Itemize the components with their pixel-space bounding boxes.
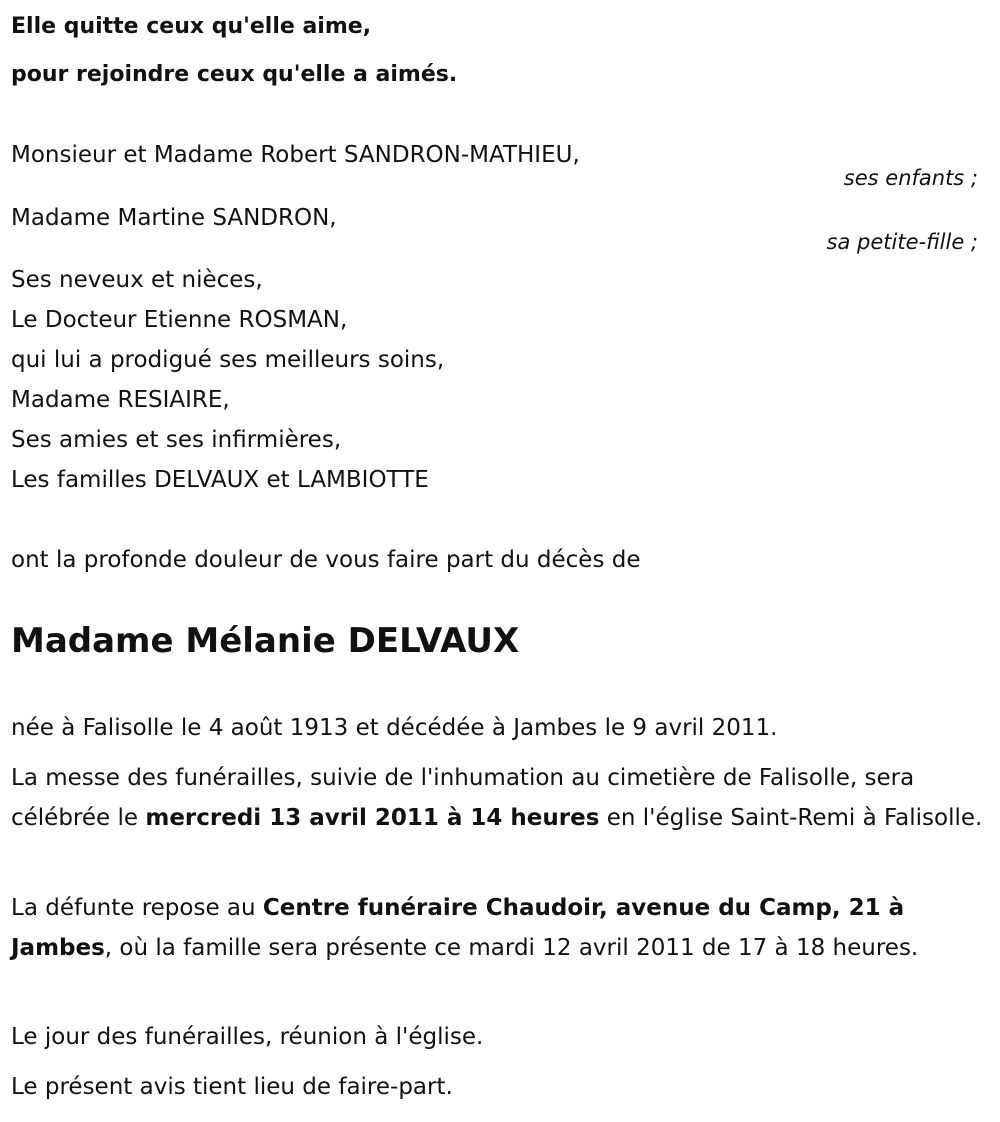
children-relation: ses enfants ; [843,166,978,190]
family-line-doctor-care: qui lui a prodigué ses meilleurs soins, [11,347,445,373]
birth-death-dates: née à Falisolle le 4 août 1913 et décédée à Jambes le 9 avril 2011. [11,715,778,741]
repose-text-before: La défunte repose au [11,895,263,921]
funeral-text-before: La messe des funérailles, suivie de l'inhumation au cimetière de Falisolle, sera célébrée le [11,765,915,831]
granddaughter-relation: sa petite-fille ; [826,230,978,254]
funeral-date: mercredi 13 avril 2011 à 14 heures [145,805,600,831]
funeral-paragraph [11,758,996,838]
family-line-families: Les familles DELVAUX et LAMBIOTTE [11,467,429,493]
epigraph-line-2: pour rejoindre ceux qu'elle a aimés. [11,62,458,87]
family-line-doctor: Le Docteur Etienne ROSMAN, [11,307,348,333]
granddaughter-name: Madame Martine SANDRON, [11,205,337,231]
repose-paragraph [11,888,996,968]
notice-note: Le présent avis tient lieu de faire-part. [11,1074,453,1100]
children-name: Monsieur et Madame Robert SANDRON-MATHIEU, [11,142,580,168]
family-line-friends: Ses amies et ses infirmières, [11,427,342,453]
repose-place: Centre funéraire Chaudoir, avenue du Camp, 21 à Jambes [11,895,905,961]
gathering-note: Le jour des funérailles, réunion à l'église. [11,1024,484,1050]
announcement: ont la profonde douleur de vous faire part du décès de [11,547,641,573]
deceased-name: Madame Mélanie DELVAUX [11,621,520,661]
repose-text-after: , où la famille sera présente ce mardi 12 avril 2011 de 17 à 18 heures. [104,935,919,961]
funeral-text-after: en l'église Saint-Remi à Falisolle. [599,805,983,831]
epigraph-line-1: Elle quitte ceux qu'elle aime, [11,14,372,39]
family-line-resiaire: Madame RESIAIRE, [11,387,230,413]
family-line-nephews: Ses neveux et nièces, [11,267,263,293]
